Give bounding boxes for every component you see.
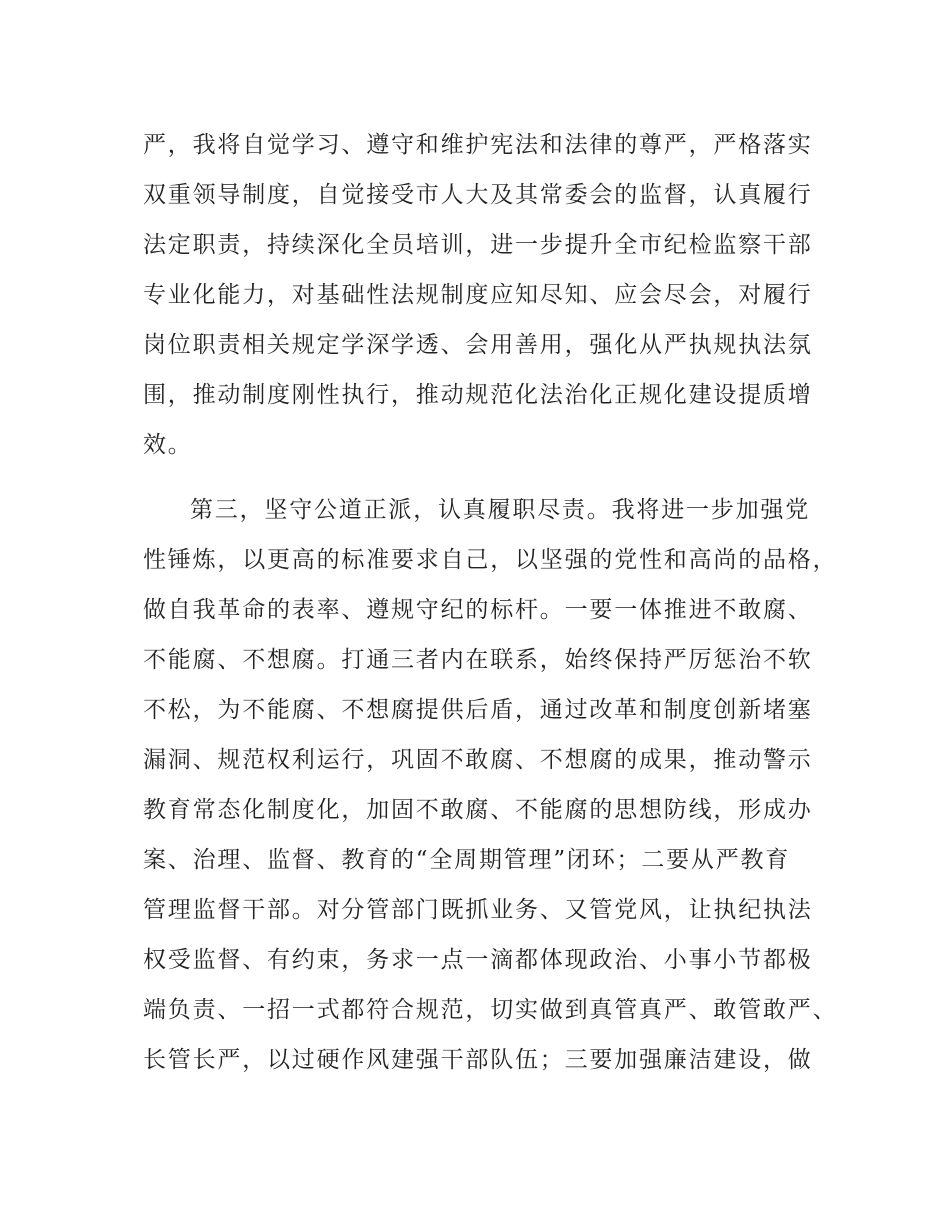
paragraph-2-line: 性锤炼，以更高的标准要求自己，以坚强的党性和高尚的品格， [143, 547, 838, 573]
paragraph-1-line: 严，我将自觉学习、遵守和维护宪法和法律的尊严，严格落实 [143, 132, 813, 158]
paragraph-2-line: 长管长严，以过硬作风建强干部队伍；三要加强廉洁建设，做 [143, 1047, 813, 1073]
paragraph-1-line: 围，推动制度刚性执行，推动规范化法治化正规化建设提质增 [143, 382, 813, 408]
paragraph-2-line: 权受监督、有约束，务求一点一滴都体现政治、小事小节都极 [143, 947, 813, 973]
paragraph-1-line: 专业化能力，对基础性法规制度应知尽知、应会尽会，对履行 [143, 282, 813, 308]
paragraph-2-line: 做自我革命的表率、遵规守纪的标杆。一要一体推进不敢腐、 [143, 597, 813, 623]
paragraph-1-line: 法定职责，持续深化全员培训，进一步提升全市纪检监察干部 [143, 232, 813, 258]
paragraph-2-line: 漏洞、规范权利运行，巩固不敢腐、不想腐的成果，推动警示 [143, 747, 813, 773]
paragraph-2-line: 不能腐、不想腐。打通三者内在联系，始终保持严厉惩治不软 [143, 647, 813, 673]
paragraph-2-line: 教育常态化制度化，加固不敢腐、不能腐的思想防线，形成办 [143, 797, 813, 823]
paragraph-2-line: 不松，为不能腐、不想腐提供后盾，通过改革和制度创新堵塞 [143, 697, 813, 723]
paragraph-2-line: 端负责、一招一式都符合规范，切实做到真管真严、敢管敢严、 [143, 997, 838, 1023]
paragraph-1-line: 岗位职责相关规定学深学透、会用善用，强化从严执规执法氛 [143, 332, 813, 358]
paragraph-2-line: 第三，坚守公道正派，认真履职尽责。我将进一步加强党 [190, 497, 810, 523]
paragraph-1 [143, 126, 823, 466]
paragraph-2-line: 案、治理、监督、教育的“全周期管理”闭环；二要从严教育 [143, 847, 791, 873]
paragraph-2-line: 管理监督干部。对分管部门既抓业务、又管党风，让执纪执法 [143, 897, 813, 923]
paragraph-1-line: 效。 [143, 432, 193, 458]
paragraph-2 [143, 491, 838, 1091]
paragraph-1-line: 双重领导制度，自觉接受市人大及其常委会的监督，认真履行 [143, 182, 813, 208]
